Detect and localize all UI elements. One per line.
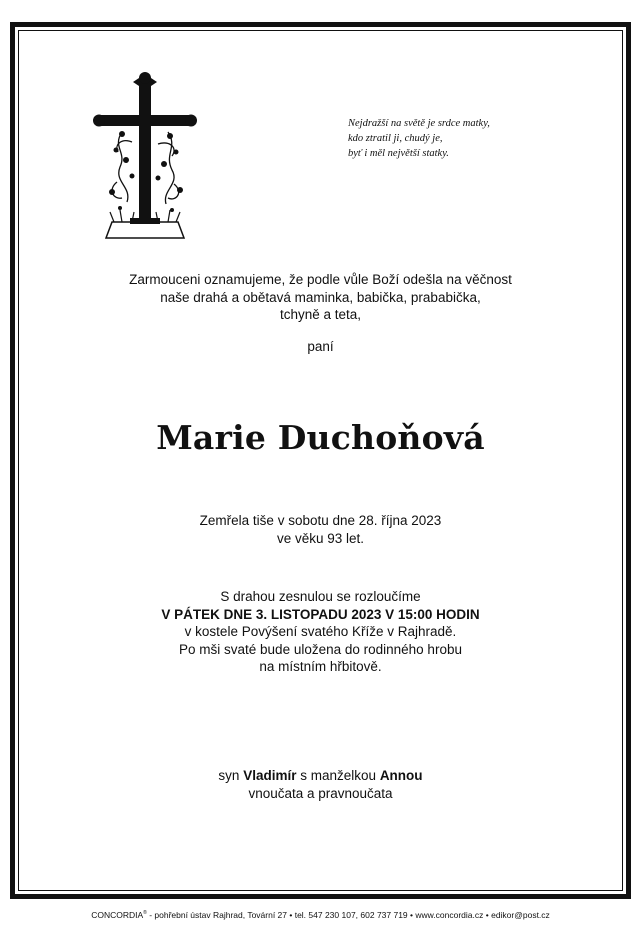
son-prefix: syn (218, 768, 240, 783)
son-name: Vladimír (243, 768, 297, 783)
footer-contact: - pohřební ústav Rajhrad, Tovární 27 • tel. 547 230 107, 602 737 719 • www.concordia.cz • edikor@post.cz (146, 910, 550, 920)
funeral-line: S drahou zesnulou se rozloučíme (220, 589, 421, 604)
poem-line: byť i měl největší statky. (348, 148, 449, 159)
funeral-info (0, 588, 641, 676)
death-line: Zemřela tiše v sobotu dne 28. října 2023 (199, 513, 442, 528)
wife-name: Annou (379, 768, 423, 783)
intro-line: Zarmouceni oznamujeme, že podle vůle Boží odešla na věčnost (129, 272, 512, 287)
mourners-line-son (0, 767, 641, 785)
funeral-line: na místním hřbitově. (259, 659, 382, 674)
poem-line: kdo ztratil ji, chudý je, (348, 133, 443, 144)
poem (348, 116, 490, 161)
intro-line: tchyně a teta, (279, 307, 362, 322)
poem-line: Nejdražší na světě je srdce matky, (348, 118, 490, 129)
funeral-date: V PÁTEK DNE 3. LISTOPADU 2023 V 15:00 HODIN (161, 606, 480, 622)
death-info (0, 512, 641, 547)
funeral-line: v kostele Povýšení svatého Kříže v Rajhradě. (184, 624, 457, 639)
son-mid: s manželkou (300, 768, 377, 783)
funeral-line: Po mši svaté bude uložena do rodinného hrobu (179, 641, 462, 657)
cross-icon (92, 72, 198, 242)
mourners-grandchildren: vnoučata a pravnoučata (248, 785, 393, 801)
registered-mark: ® (143, 910, 147, 917)
announcement-text (0, 271, 641, 324)
pani-label: paní (307, 339, 334, 354)
footer-company: CONCORDIA (91, 910, 144, 920)
intro-line: naše drahá a obětavá maminka, babička, prababička, (160, 289, 481, 305)
death-line: ve věku 93 let. (276, 530, 365, 546)
footer (0, 910, 641, 920)
mourners (0, 767, 641, 802)
deceased-name: Marie Duchoňová (156, 418, 485, 457)
